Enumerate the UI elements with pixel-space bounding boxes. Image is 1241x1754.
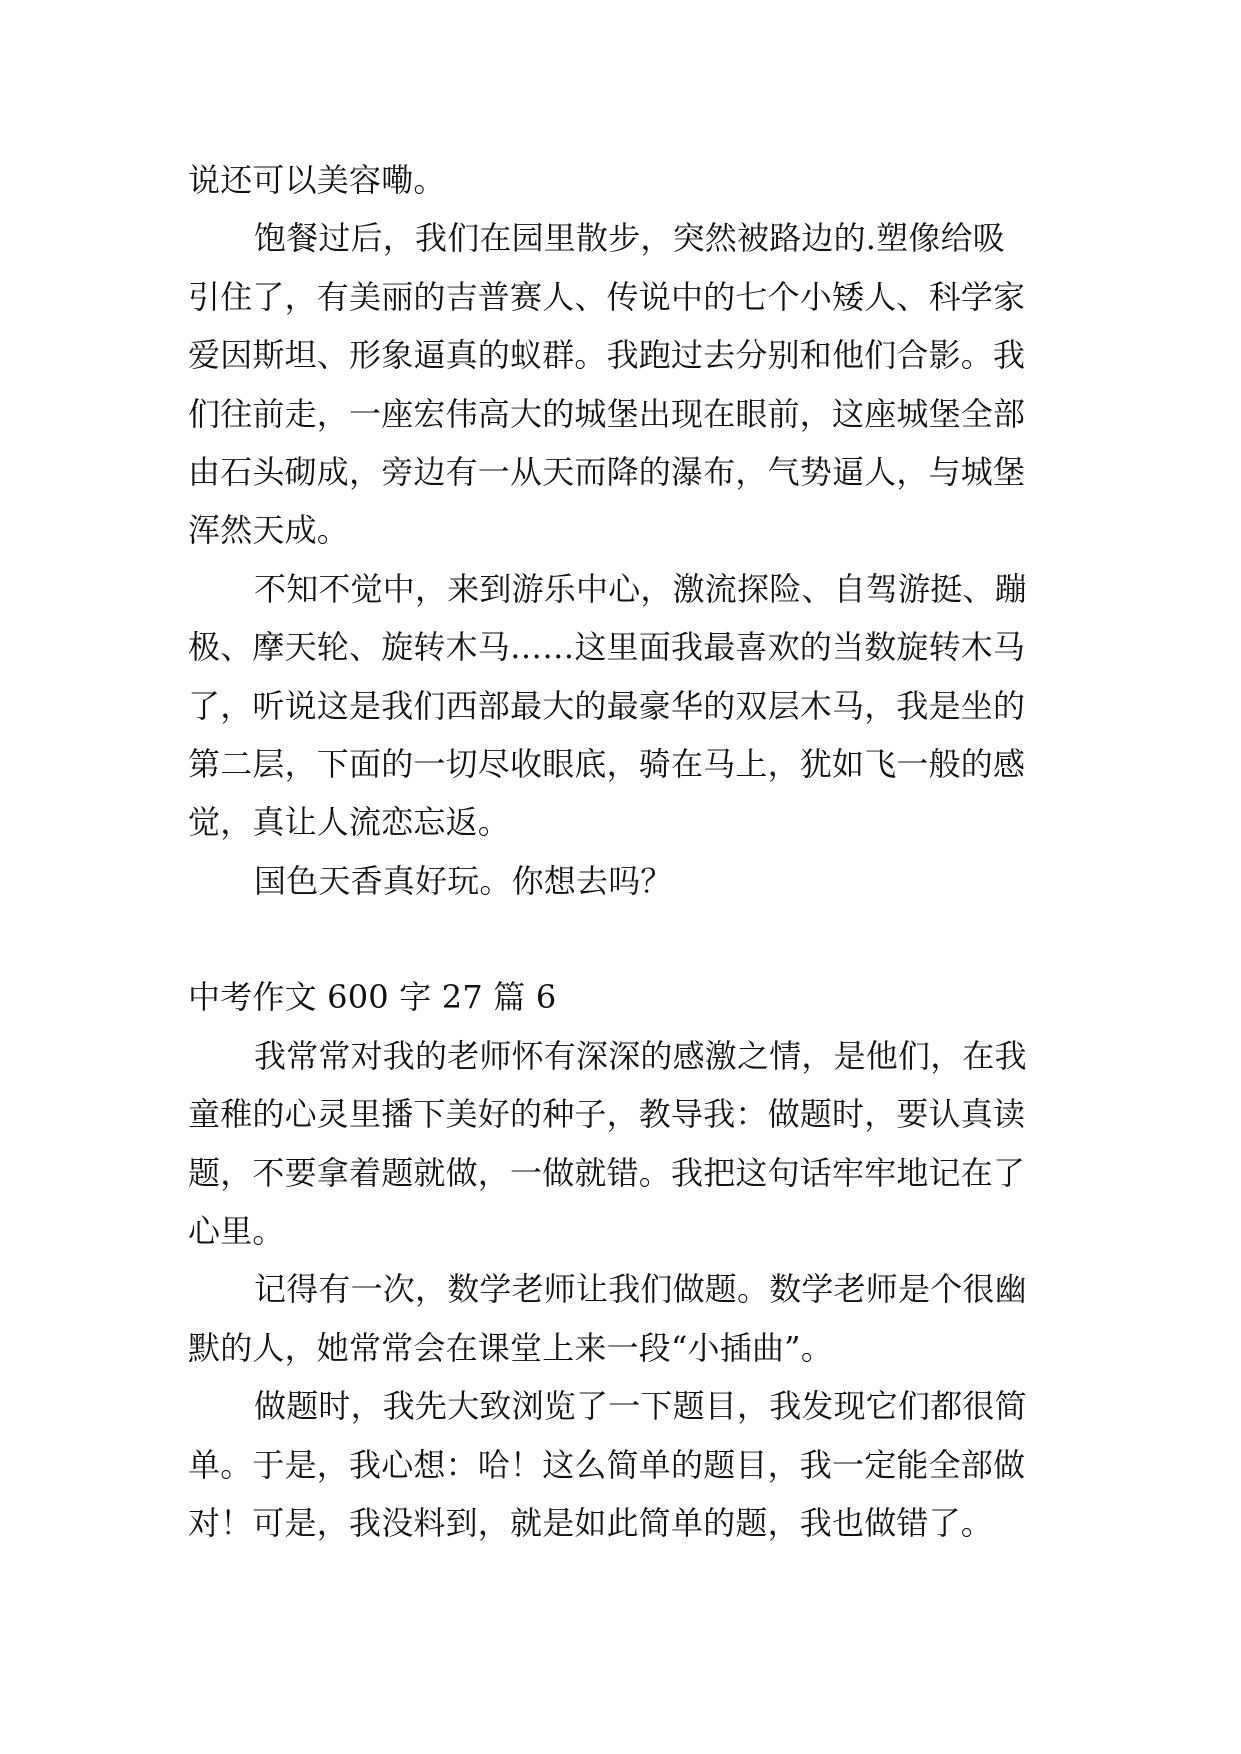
paragraph-line: 童稚的心灵里播下美好的种子，教导我：做题时，要认真读 [188, 1095, 1026, 1133]
paragraph-line: 默的人，她常常会在课堂上来一段“小插曲”。 [188, 1329, 833, 1367]
paragraph-line: 浑然天成。 [188, 511, 350, 549]
paragraph-line: 们往前走，一座宏伟高大的城堡出现在眼前，这座城堡全部 [188, 395, 1026, 433]
paragraph-line: 饱餐过后，我们在园里散步，突然被路边的.塑像给吸 [254, 219, 1005, 257]
paragraph-line: 我常常对我的老师怀有深深的感激之情，是他们，在我 [254, 1037, 1027, 1075]
paragraph-line: 说还可以美容嘞。 [188, 161, 446, 199]
paragraph-line: 对！可是，我没料到，就是如此简单的题，我也做错了。 [188, 1504, 994, 1542]
paragraph-line: 单。于是，我心想：哈！这么简单的题目，我一定能全部做 [188, 1446, 1026, 1484]
paragraph-line: 题，不要拿着题就做，一做就错。我把这句话牢牢地记在了 [188, 1154, 1026, 1192]
paragraph-line: 第二层，下面的一切尽收眼底，骑在马上，犹如飞一般的感 [188, 745, 1026, 783]
paragraph-line: 爱因斯坦、形象逼真的蚁群。我跑过去分别和他们合影。我 [188, 336, 1026, 374]
paragraph-line: 做题时，我先大致浏览了一下题目，我发现它们都很简 [254, 1387, 1027, 1425]
paragraph-line: 记得有一次，数学老师让我们做题。数学老师是个很幽 [254, 1270, 1027, 1308]
paragraph-line: 不知不觉中，来到游乐中心，激流探险、自驾游挺、蹦 [254, 570, 1027, 608]
paragraph-line: 觉，真让人流恋忘返。 [188, 803, 511, 841]
paragraph-line: 由石头砌成，旁边有一从天而降的瀑布，气势逼人，与城堡 [188, 453, 1026, 491]
paragraph-line: 极、摩天轮、旋转木马……这里面我最喜欢的当数旋转木马 [188, 628, 1026, 666]
section-heading: 中考作文 600 字 27 篇 6 [188, 978, 557, 1016]
paragraph-line: 引住了，有美丽的吉普赛人、传说中的七个小矮人、科学家 [188, 278, 1026, 316]
paragraph-line: 了，听说这是我们西部最大的最豪华的双层木马，我是坐的 [188, 687, 1026, 725]
paragraph-line: 国色天香真好玩。你想去吗？ [254, 862, 673, 900]
paragraph-line: 心里。 [188, 1212, 285, 1250]
